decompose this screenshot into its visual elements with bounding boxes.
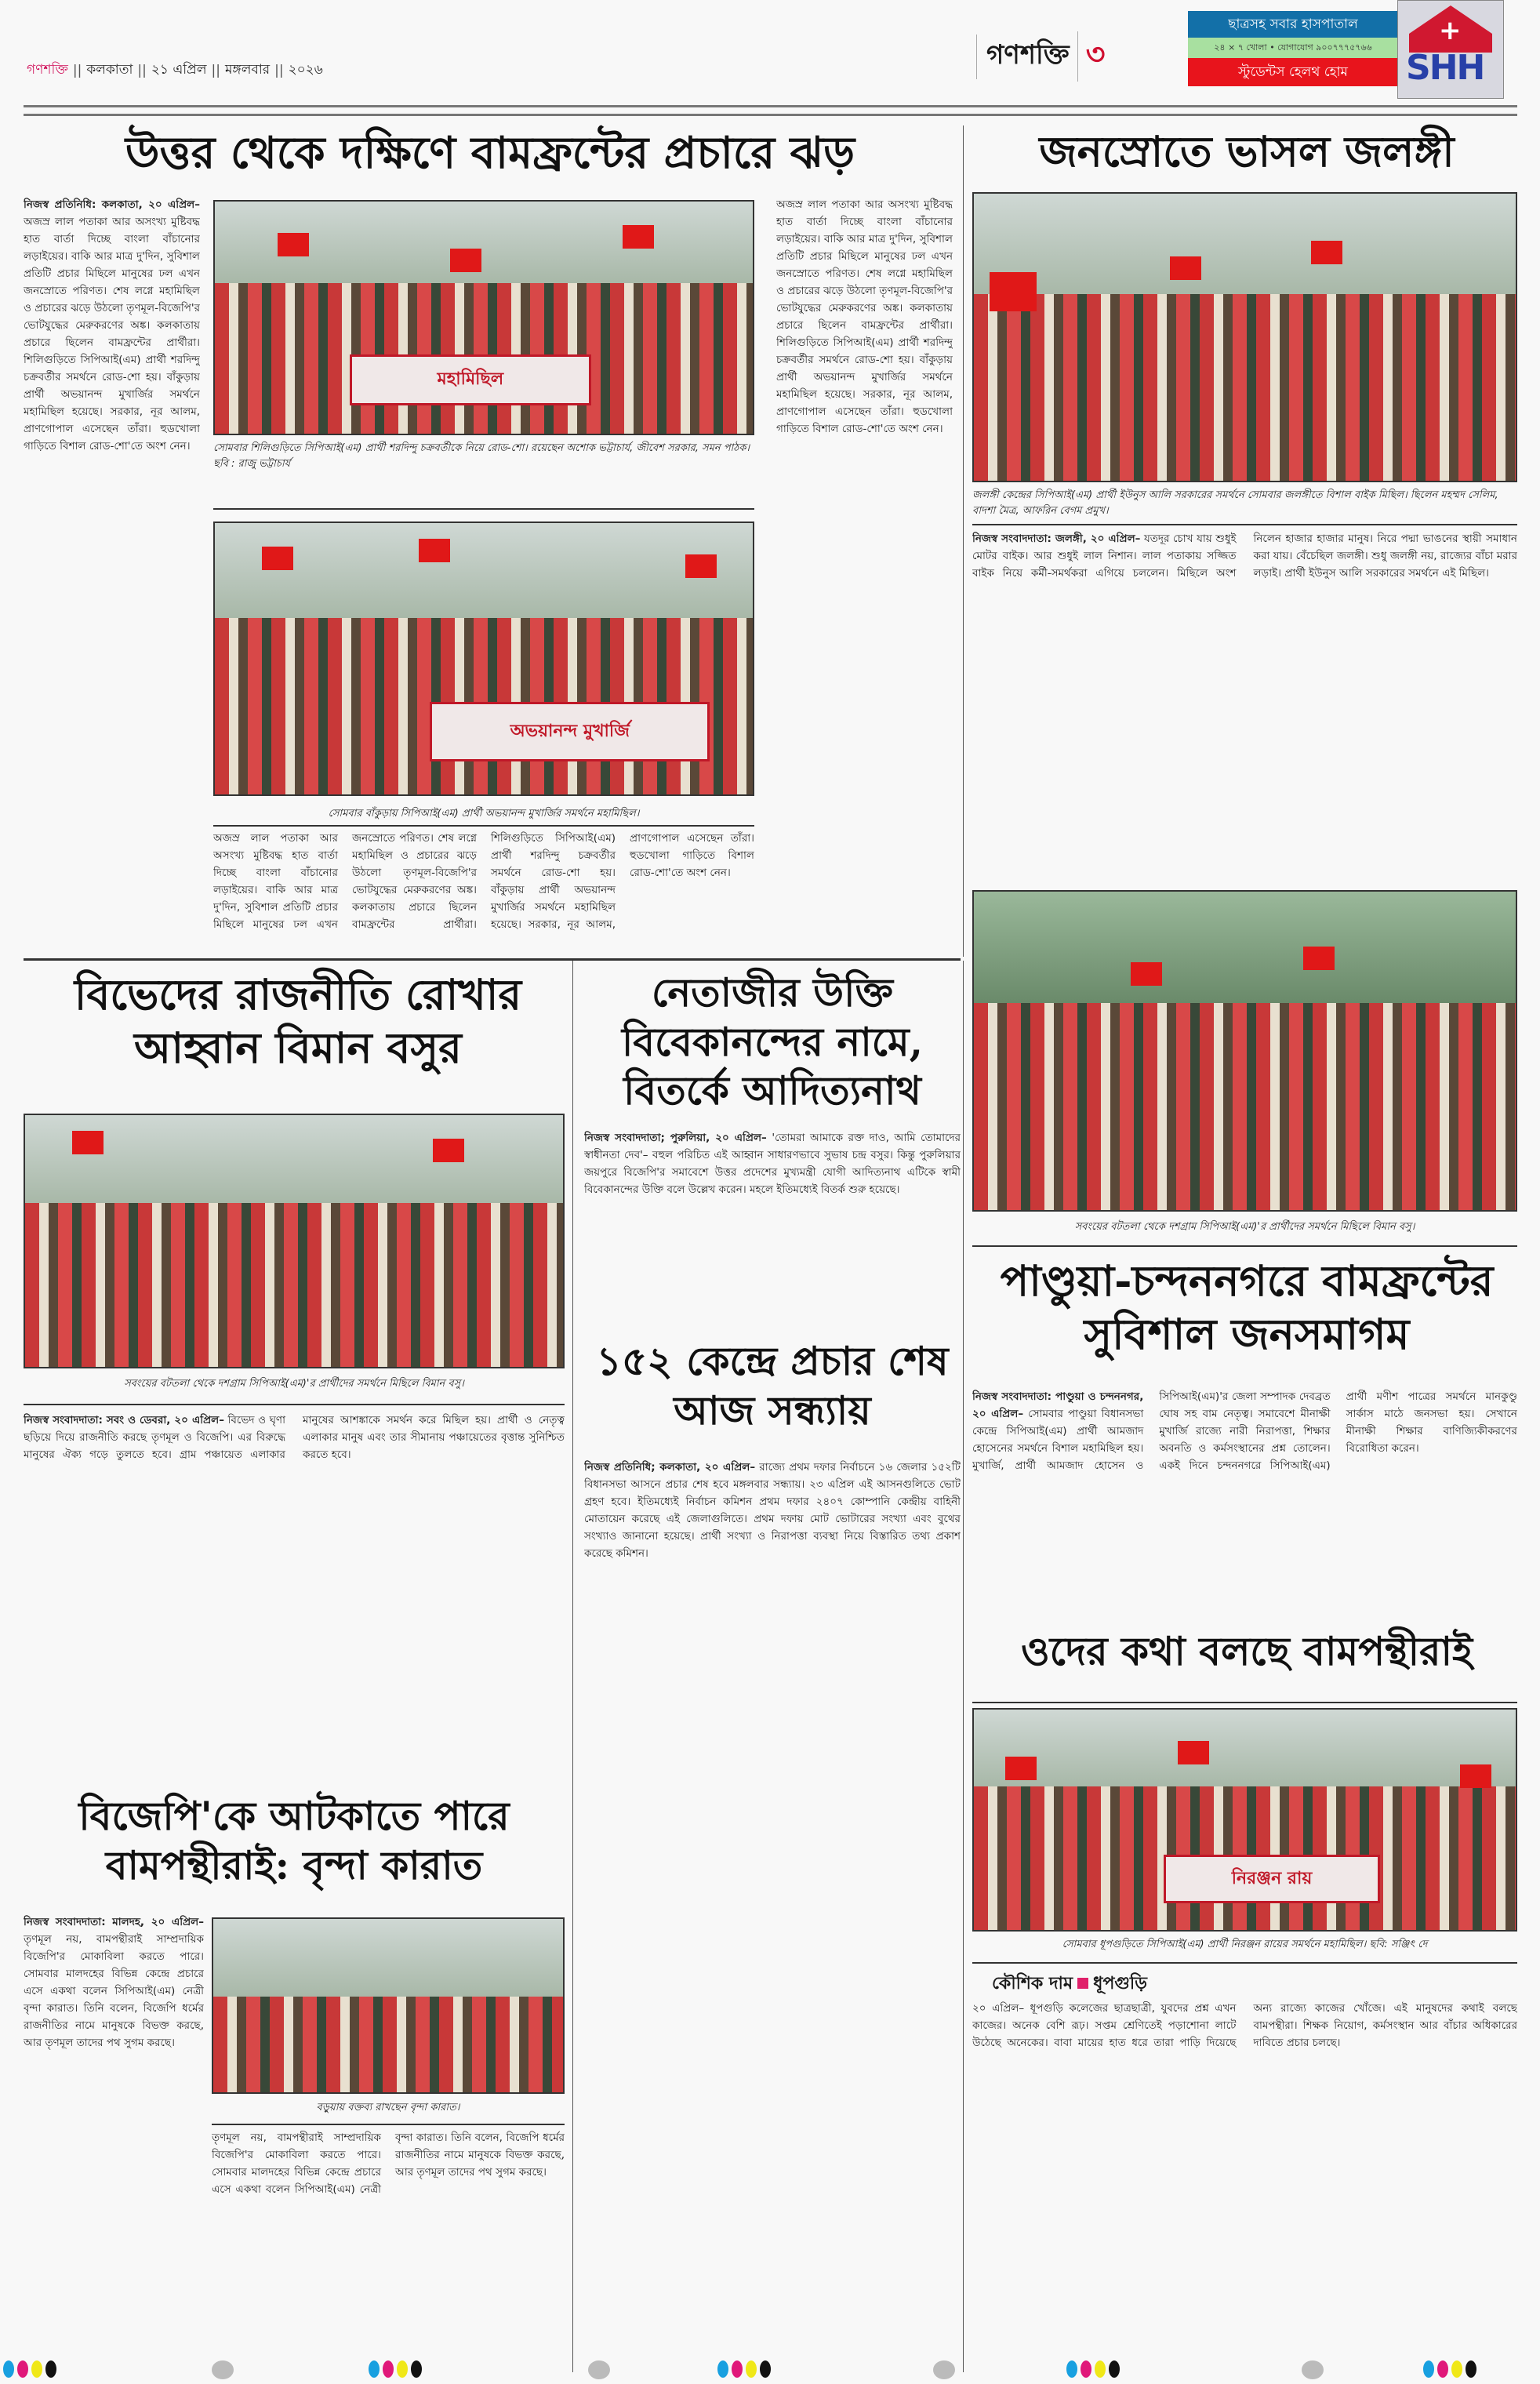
- masthead-name: গণশক্তি: [976, 35, 1070, 79]
- registration-marks: [1066, 2360, 1120, 2378]
- registration-marks: [369, 2360, 422, 2378]
- lead-photo-2: [213, 522, 754, 796]
- registration-dot: [212, 2360, 234, 2379]
- column-rule: [963, 961, 964, 2372]
- masthead: [976, 31, 1105, 82]
- brinda-body-text: তৃণমূল নয়, বামপন্থীরাই সাম্প্রদায়িক বিজেপি'র মোকাবিলা করতে পারে। সোমবার মালদহের বিভিন্ন কেন্দ্রে প্রচারে এসে একথা বলেন সিপিআই(এম) নেত্রী বৃন্দা কারাত। তিনি বলেন, বিজেপি ধর্মের রাজনীতির নামে মানুষকে বিভক্ত করছে, আর তৃণমূল তাদের পথ সুগম করছে।: [24, 1933, 204, 2049]
- biman-rally-photo: [972, 890, 1517, 1212]
- brinda-photo: [212, 1917, 565, 2094]
- brinda-headline: বিজেপি'কে আটকাতে পারে বামপন্থীরাই: বৃন্দা কারাত: [78, 1793, 510, 1888]
- dhupguri-photo: [972, 1708, 1517, 1932]
- biman-body: [24, 1412, 565, 1780]
- registration-marks: [3, 2360, 56, 2378]
- dhupguri-byline: [992, 1970, 1147, 1999]
- divider: [213, 508, 754, 510]
- brinda-caption: বড়ুয়ায় বক্তব্য রাখছেন বৃন্দা কারাত।: [316, 2102, 460, 2113]
- lead-photo-2-banner: অভয়ানন্দ মুখার্জি: [430, 702, 710, 761]
- hospital-advertisement[interactable]: [1188, 11, 1398, 89]
- jalangi-caption: জলঙ্গী কেন্দ্রের সিপিআই(এম) প্রার্থী ইউনুস আলি সরকারের সমর্থনে সোমবার জলঙ্গীতে বিশাল বাইক মিছিল। ছিলেন মহম্মদ সেলিম, বাদশা মৈত্র, আফরিন বেগম প্রমুখ।: [972, 489, 1498, 517]
- netaji-body: [584, 1129, 961, 1317]
- biman-headline: বিভেদের রাজনীতি রোখার আহ্বান বিমান বসুর: [74, 969, 522, 1073]
- divider: [213, 825, 754, 827]
- jalangi-dateline: নিজস্ব সংবাদদাতা: জলঙ্গী, ২০ এপ্রিল–: [972, 532, 1141, 545]
- lead-body-right: অজস্র লাল পতাকা আর অসংখ্য মুষ্টিবদ্ধ হাত বার্তা দিচ্ছে বাংলা বাঁচানোর লড়াইয়ের। বাকি আর মাত্র দু'দিন, সুবিশাল প্রতিটি প্রচার মিছিলে মানুষের ঢল এখন জনস্রোতে পরিণত। শেষ লগ্নে মহামিছিল ও প্রচারের ঝড়ে উঠলো তৃণমূল-বিজেপি'র ভোটযুদ্ধের মেরুকরণের অঙ্ক। কলকাতায় প্রচারে ছিলেন বামফ্রন্টের প্রার্থীরা। শিলিগুড়িতে সিপিআই(এম) প্রার্থী শরদিন্দু চক্রবর্তীর সমর্থনে রোড-শো হয়। বাঁকুড়ায় প্রার্থী অভয়ানন্দ মুখার্জির সমর্থনে মহামিছিল হয়েছে। সরকার, নূর আলম, প্রাণগোপাল এসেছেন তাঁরা। হুডখোলা গাড়িতে বিশাল রোড-শো'তে অংশ নেন।: [776, 198, 953, 435]
- dhupguri-headline: ওদের কথা বলছে বামপন্থীরাই: [1020, 1628, 1473, 1674]
- lead-photo-1: [213, 200, 754, 435]
- campaign-end-body-text: রাজ্যে প্রথম দফার নির্বাচনে ১৬ জেলার ১৫২টি বিধানসভা আসনে প্রচার শেষ হবে মঙ্গলবার সন্ধ্যায়। ২৩ এপ্রিল এই আসনগুলিতে ভোট গ্রহণ হবে। ইতিমধ্যেই নির্বাচন কমিশন প্রথম দফার ২৪০৭ কোম্পানি কেন্দ্রীয় বাহিনী মোতায়েন করেছে এই জেলাগুলিতে। প্রথম দফায় মোট ভোটারের সংখ্যা এবং বুথের সংখ্যাও জানানো হয়েছে। প্রার্থী সংখ্যা ও নিরাপত্তা ব্যবস্থা নিয়ে বিস্তারিত তথ্য প্রকাশ করেছে কমিশন।: [584, 1461, 961, 1560]
- registration-marks: [717, 2360, 771, 2378]
- ad-line-1: ছাত্রসহ সবার হাসপাতাল: [1188, 11, 1398, 38]
- lead-body-continued: অজস্র লাল পতাকা আর অসংখ্য মুষ্টিবদ্ধ হাত বার্তা দিচ্ছে বাংলা বাঁচানোর লড়াইয়ের। বাকি আর মাত্র দু'দিন, সুবিশাল প্রতিটি প্রচার মিছিলে মানুষের ঢল এখন জনস্রোতে পরিণত। শেষ লগ্নে মহামিছিল ও প্রচারের ঝড়ে উঠলো তৃণমূল-বিজেপি'র ভোটযুদ্ধের মেরুকরণের অঙ্ক। কলকাতায় প্রচারে ছিলেন বামফ্রন্টের প্রার্থীরা। শিলিগুড়িতে সিপিআই(এম) প্রার্থী শরদিন্দু চক্রবর্তীর সমর্থনে রোড-শো হয়। বাঁকুড়ায় প্রার্থী অভয়ানন্দ মুখার্জির সমর্থনে মহামিছিল হয়েছে। সরকার, নূর আলম, প্রাণগোপাল এসেছেন তাঁরা। হুডখোলা গাড়িতে বিশাল রোড-শো'তে অংশ নেন।: [213, 832, 754, 931]
- dhupguri-photo-banner: নিরঞ্জন রায়: [1164, 1855, 1380, 1903]
- folio-line: গণশক্তি || কলকাতা || ২১ এপ্রিল || মঙ্গলবার || ২০২৬: [27, 60, 323, 82]
- dhupguri-body: ২০ এপ্রিল– ধূপগুড়ি কলেজের ছাত্রছাত্রী, যুবদের প্রশ্ন এখন কাজের। অনেক বেশি রূঢ়। সপ্তম শ্রেণিতেই পড়াশোনা লাটে উঠেছে অনেকের। বাবা মায়ের হাত ধরে তারা পাড়ি দিয়েছে অন্য রাজ্যে কাজের খোঁজে। এই মানুষদের কথাই বলছে বামপন্থীরা। শিক্ষক নিয়োগ, কর্মসংস্থান আর বাঁচার অধিকারের দাবিতে প্রচার চলছে।: [972, 2002, 1517, 2049]
- header-rule-2: [24, 114, 1517, 116]
- registration-dot: [1302, 2360, 1324, 2379]
- jalangi-body-text: যতদূর চোখ যায় শুধুই মোটর বাইক। আর শুধুই লাল নিশান। লাল পতাকায় সজ্জিত বাইক নিয়ে কর্মী-সমর্থকরা এগিয়ে চললেন। মিছিলে অংশ নিলেন হাজার হাজার মানুষ। নিরে পদ্মা ভাঙনের স্থায়ী সমাধান করা যায়। বেঁচেছিল জলঙ্গী। শুধু জলঙ্গী নয়, রাজ্যের বাঁচা মরার লড়াই। প্রার্থী ইউনুস আলি সরকারের সমর্থনে এই মিছিল।: [972, 532, 1517, 580]
- netaji-body-text: 'তোমরা আমাকে রক্ত দাও, আমি তোমাদের স্বাধীনতা দেব'– বহুল পরিচিত এই আহ্বান সাধারণভাবে সুভাষ চন্দ্র বসুর। কিন্তু পুরুলিয়ার জয়পুরে বিজেপি'র সমাবেশে উত্তর প্রদেশের মুখ্যমন্ত্রী যোগী আদিত্যনাথ এটিকে স্বামী বিবেকানন্দের উক্তি বলে উল্লেখ করেন। মহলে ইতিমধ্যেই বিতর্ক শুরু হয়েছে।: [584, 1132, 961, 1196]
- page-number: ৩: [1077, 31, 1106, 82]
- header-rule: [24, 105, 1517, 107]
- byline-author: কৌশিক দাম: [992, 1973, 1073, 1993]
- pandua-body: [972, 1388, 1517, 1623]
- lead-body: [24, 196, 200, 863]
- divider: [972, 1245, 1517, 1247]
- brinda-dateline: নিজস্ব সংবাদদাতা: মালদহ, ২০ এপ্রিল–: [24, 1916, 204, 1928]
- folio-year: ২০২৬: [288, 62, 323, 78]
- biman-dateline: নিজস্ব সংবাদদাতা: সবং ও ডেবরা, ২০ এপ্রিল–: [24, 1414, 224, 1426]
- brinda-body: [24, 1913, 204, 2337]
- dhupguri-caption: সোমবার ধূপগুড়িতে সিপিআই(এম) প্রার্থী নিরঞ্জন রায়ের সমর্থনে মহামিছিল। ছবি: সঞ্জিৎ দে: [1062, 1939, 1428, 1950]
- shh-logo: [1397, 0, 1504, 99]
- registration-dot: [588, 2360, 610, 2379]
- folio-paper-name: গণশক্তি: [27, 62, 68, 78]
- shh-logo-text: SHH: [1406, 48, 1484, 88]
- lead-headline: উত্তর থেকে দক্ষিণে বামফ্রন্টের প্রচারে ঝড়: [125, 127, 855, 179]
- cross-icon: +: [1439, 15, 1462, 46]
- netaji-headline: নেতাজীর উক্তি বিবেকানন্দের নামে, বিতর্কে আদিত্যনাথ: [621, 969, 924, 1114]
- jalangi-body: [972, 530, 1517, 883]
- lead-caption-1: সোমবার শিলিগুড়িতে সিপিআই(এম) প্রার্থী শরদিন্দু চক্রবর্তীকে নিয়ে রোড-শো। রয়েছেন অশোক ভট্টাচার্য, জীবেশ সরকার, সমন পাঠক। ছবি : রাজু ভট্টাচার্য: [213, 442, 750, 470]
- pandua-headline: পাণ্ডুয়া-চন্দননগরে বামফ্রন্টের সুবিশাল জনসমাগম: [1000, 1256, 1494, 1359]
- ad-line-2: ২৪ × ৭ খোলা • যোগাযোগ ৯০০৭৭৭৫৭৬৬: [1188, 38, 1398, 58]
- campaign-end-dateline: নিজস্ব প্রতিনিধি; কলকাতা, ২০ এপ্রিল–: [584, 1461, 756, 1474]
- folio-date: ২১ এপ্রিল: [151, 62, 207, 78]
- biman-body-text: বিভেদ ও ঘৃণা ছড়িয়ে দিয়ে রাজনীতি করছে তৃণমূল ও বিজেপি। এর বিরুদ্ধে মানুষের ঐক্য গড়ে তুলতে হবে। গ্রাম পঞ্চায়েত এলাকার মানুষের আশঙ্কাকে সমর্থন করে মিছিল হয়। প্রার্থী ও নেতৃত্ব এলাকার মানুষ এবং তার সীমানায় পঞ্চায়েতের বৃত্তান্ত সুনিশ্চিত করতে হবে।: [24, 1414, 565, 1461]
- jalangi-headline: জনস্রোতে ভাসল জলঙ্গী: [1039, 126, 1455, 176]
- divider: [212, 2124, 565, 2125]
- divider: [972, 524, 1517, 525]
- campaign-end-body: [584, 1459, 961, 2337]
- section-rule: [24, 958, 961, 961]
- folio-day: মঙ্গলবার: [224, 62, 271, 78]
- divider: [24, 1404, 565, 1405]
- divider: [972, 1702, 1517, 1703]
- byline-place: ধূপগুড়ি: [1093, 1973, 1147, 1993]
- folio-city: কলকাতা: [86, 62, 133, 78]
- column-rule: [963, 125, 964, 957]
- biman-photo: [24, 1114, 565, 1368]
- pandua-dateline: নিজস্ব সংবাদদাতা: পাণ্ডুয়া ও চন্দননগর, ২০ এপ্রিল–: [972, 1390, 1144, 1420]
- ad-line-3: স্টুডেন্টস হেলথ হোম: [1188, 58, 1398, 86]
- lead-body-text: অজস্র লাল পতাকা আর অসংখ্য মুষ্টিবদ্ধ হাত বার্তা দিচ্ছে বাংলা বাঁচানোর লড়াইয়ের। বাকি আর মাত্র দু'দিন, সুবিশাল প্রতিটি প্রচার মিছিলে মানুষের ঢল এখন জনস্রোতে পরিণত। শেষ লগ্নে মহামিছিল ও প্রচারের ঝড়ে উঠলো তৃণমূল-বিজেপি'র ভোটযুদ্ধের মেরুকরণের অঙ্ক। কলকাতায় প্রচারে ছিলেন বামফ্রন্টের প্রার্থীরা। শিলিগুড়িতে সিপিআই(এম) প্রার্থী শরদিন্দু চক্রবর্তীর সমর্থনে রোড-শো হয়। বাঁকুড়ায় প্রার্থী অভয়ানন্দ মুখার্জির সমর্থনে মহামিছিল হয়েছে। সরকার, নূর আলম, প্রাণগোপাল এসেছেন তাঁরা। হুডখোলা গাড়িতে বিশাল রোড-শো'তে অংশ নেন।: [24, 216, 200, 452]
- jalangi-photo: [972, 192, 1517, 482]
- column-rule: [572, 961, 573, 2372]
- bullet-square-icon: [1077, 1978, 1088, 1989]
- brinda-body-continued: তৃণমূল নয়, বামপন্থীরাই সাম্প্রদায়িক বিজেপি'র মোকাবিলা করতে পারে। সোমবার মালদহের বিভিন্ন কেন্দ্রে প্রচারে এসে একথা বলেন সিপিআই(এম) নেত্রী বৃন্দা কারাত। তিনি বলেন, বিজেপি ধর্মের রাজনীতির নামে মানুষকে বিভক্ত করছে, আর তৃণমূল তাদের পথ সুগম করছে।: [212, 2131, 565, 2196]
- divider: [972, 1962, 1517, 1964]
- registration-marks: [1423, 2360, 1476, 2378]
- biman-caption: সবংয়ের বটতলা থেকে দশগ্রাম সিপিআই(এম)'র প্রার্থীদের সমর্থনে মিছিলে বিমান বসু।: [124, 1378, 464, 1390]
- registration-dot: [933, 2360, 955, 2379]
- biman-rally-caption: সবংয়ের বটতলা থেকে দশগ্রাম সিপিআই(এম)'র প্রার্থীদের সমর্থনে মিছিলে বিমান বসু।: [1074, 1221, 1415, 1233]
- campaign-end-headline: ১৫২ কেন্দ্রে প্রচার শেষ আজ সন্ধ্যায়: [596, 1338, 949, 1434]
- lead-dateline: নিজস্ব প্রতিনিধি: কলকাতা, ২০ এপ্রিল–: [24, 198, 200, 211]
- lead-photo-1-banner: মহামিছিল: [350, 354, 592, 405]
- netaji-dateline: নিজস্ব সংবাদদাতা; পুরুলিয়া, ২০ এপ্রিল–: [584, 1132, 767, 1144]
- pandua-body-text: সোমবার পাণ্ডুয়া বিধানসভা কেন্দ্রে সিপিআই(এম) প্রার্থী আমজাদ হোসেনের সমর্থনে বিশাল মহামিছিল হয়। মুখার্জি, প্রার্থী আমজাদ হোসেন ও সিপিআই(এম)'র জেলা সম্পাদক দেবব্রত ঘোষ সহ বাম নেতৃত্ব। সমাবেশে মীনাক্ষী মুখার্জি রাজ্যে নারী নিরাপত্তা, শিক্ষার অবনতি ও কর্মসংস্থানের প্রশ্ন তোলেন। একই দিনে চন্দননগরে সিপিআই(এম) প্রার্থী মণীশ পাত্রের সমর্থনে মানকুণ্ডু সার্কাস মাঠে জনসভা হয়। সেখানে মীনাক্ষী শিক্ষার বাণিজ্যিকীকরণের বিরোধিতা করেন।: [972, 1390, 1517, 1472]
- lead-caption-2: সোমবার বাঁকুড়ায় সিপিআই(এম) প্রার্থী অভয়ানন্দ মুখার্জির সমর্থনে মহামিছিল।: [328, 808, 640, 820]
